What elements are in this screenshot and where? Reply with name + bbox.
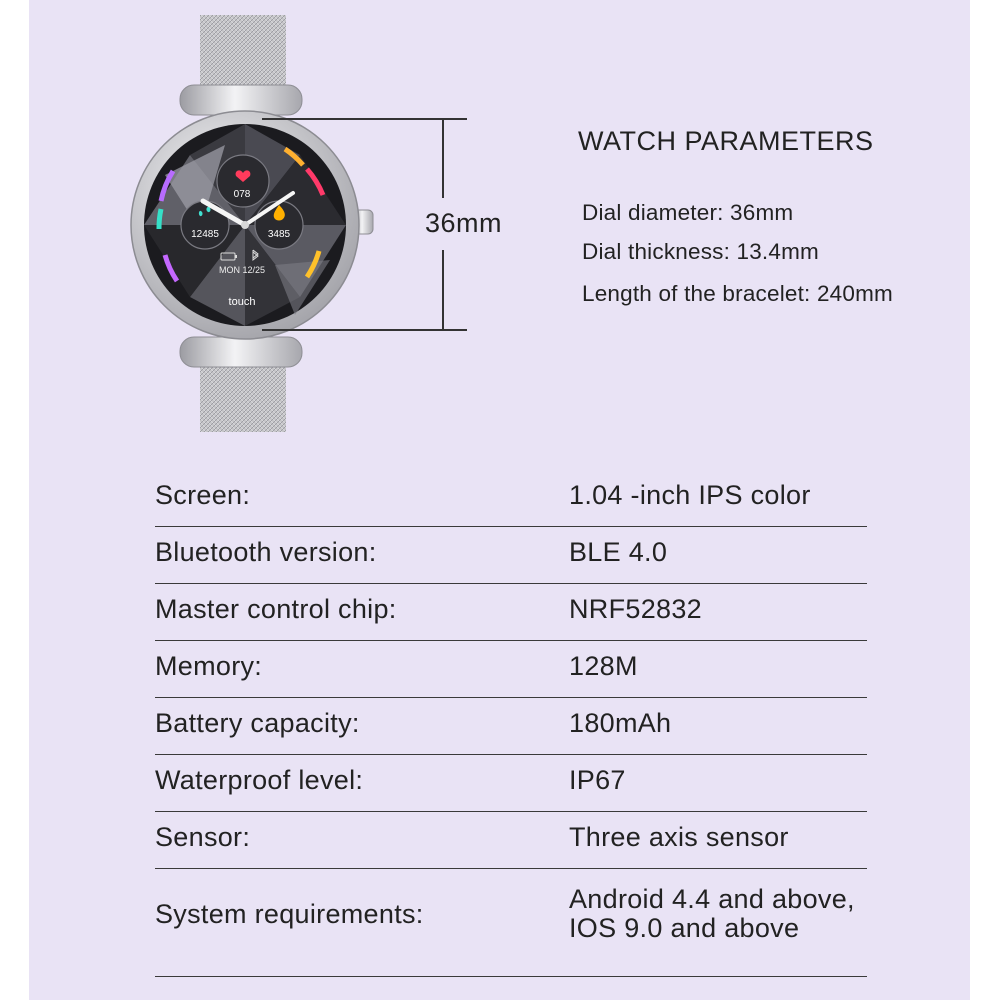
calories-value: 3485 [267,229,291,240]
watch-date: MON 12/25 [218,265,266,275]
spec-label: Screen: [155,480,251,510]
spec-label: Memory: [155,651,263,681]
spec-value: NRF52832 [569,594,702,624]
spec-value-line2: IOS 9.0 and above [569,913,800,943]
parameters-title: WATCH PARAMETERS [578,126,874,156]
param-dial-thickness: Dial thickness: 13.4mm [582,239,819,264]
spec-label: Master control chip: [155,594,397,624]
spec-label: Waterproof level: [155,765,364,795]
param-dial-diameter: Dial diameter: 36mm [582,200,794,225]
spec-table [155,470,867,977]
dimension-vertical-line-lower [442,250,444,330]
dial-diameter-label: 36mm [425,208,503,238]
strap-bottom [200,360,286,432]
spec-value: IP67 [569,765,626,795]
param-bracelet-length: Length of the bracelet: 240mm [582,281,893,306]
spec-label: Bluetooth version: [155,537,377,567]
spec-row-waterproof [155,755,867,812]
smartwatch-image [125,15,385,435]
dimension-vertical-line [442,118,444,198]
spec-value: 128M [569,651,638,681]
spec-label: Battery capacity: [155,708,360,738]
spec-row-sensor [155,812,867,869]
dimension-bottom-line [262,329,467,331]
dimension-top-line [262,118,467,120]
spec-value [569,885,899,943]
spec-row-screen [155,470,867,527]
spec-value: BLE 4.0 [569,537,668,567]
strap-top [200,15,286,95]
heart-rate-value: 078 [233,189,251,200]
spec-row-battery [155,698,867,755]
spec-value-line1: Android 4.4 and above, [569,884,855,914]
touch-label: touch [228,296,256,308]
spec-row-system [155,869,867,977]
spec-row-memory [155,641,867,698]
steps-value: 12485 [191,229,219,240]
spec-label: System requirements: [155,899,424,929]
spec-value: 180mAh [569,708,672,738]
spec-value: Three axis sensor [569,822,789,852]
spec-value: 1.04 -inch IPS color [569,480,811,510]
spec-label: Sensor: [155,822,251,852]
spec-row-bluetooth [155,527,867,584]
spec-row-chip [155,584,867,641]
